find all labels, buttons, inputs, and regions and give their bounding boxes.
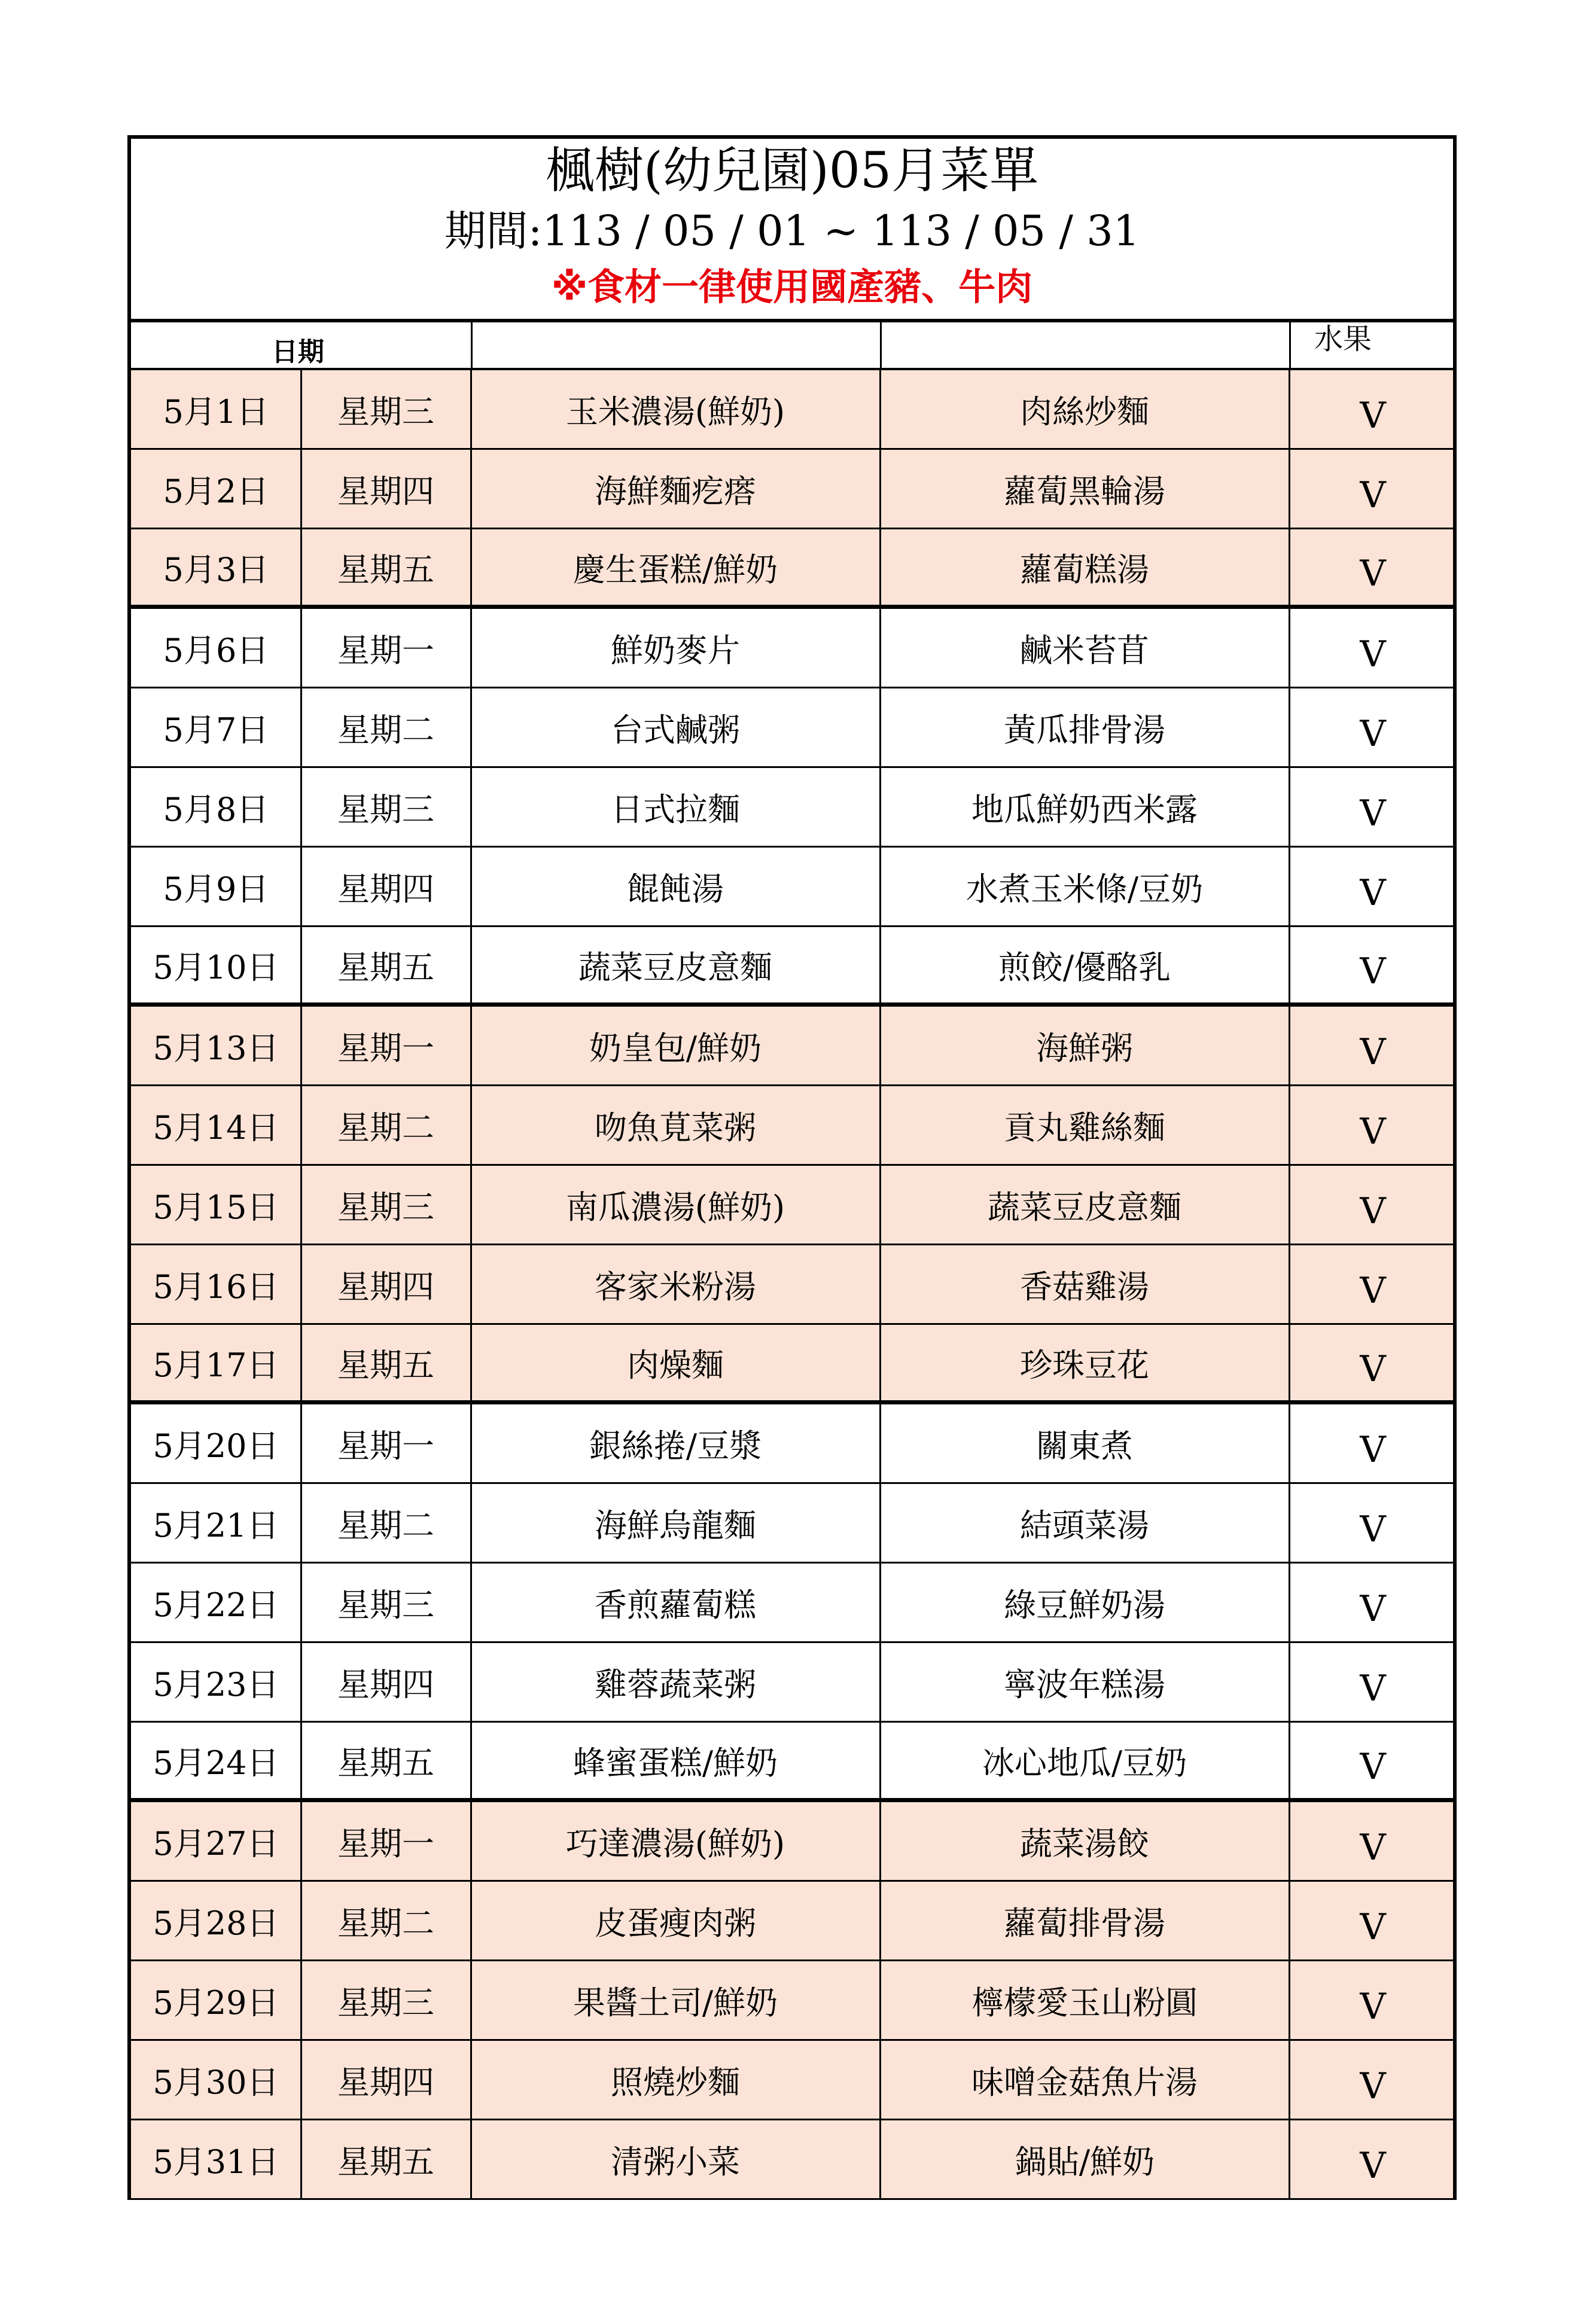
- morning-snack-cell: 客家米粉湯: [595, 1267, 756, 1306]
- afternoon-snack-cell: 水煮玉米條/豆奶: [965, 870, 1204, 908]
- morning-snack-cell: 巧達濃湯(鮮奶): [565, 1824, 785, 1863]
- afternoon-snack-cell: 肉絲炒麵: [1020, 392, 1149, 431]
- column-divider: [471, 322, 473, 368]
- column-divider: [1289, 450, 1290, 528]
- table-row: [131, 2120, 1453, 2200]
- table-row: [131, 370, 1453, 450]
- fruit-cell: V: [1360, 1668, 1386, 1709]
- morning-snack-cell: 慶生蛋糕/鮮奶: [572, 550, 778, 589]
- column-divider: [470, 1882, 472, 1959]
- table-row: [131, 1564, 1453, 1643]
- column-divider: [1289, 1086, 1290, 1164]
- morning-snack-cell: 蜂蜜蛋糕/鮮奶: [572, 1744, 778, 1782]
- weekday-cell: 星期四: [337, 1665, 434, 1703]
- table-row: [131, 1723, 1453, 1802]
- column-divider: [879, 529, 881, 605]
- column-divider: [470, 1086, 472, 1164]
- weekday-cell: 星期五: [337, 948, 434, 986]
- fruit-cell: V: [1360, 633, 1386, 675]
- fruit-cell: V: [1360, 1031, 1386, 1073]
- table-row: [131, 1245, 1453, 1325]
- date-cell: 5月3日: [163, 550, 269, 589]
- weekday-cell: 星期五: [337, 2143, 434, 2181]
- afternoon-snack-cell: 冰心地瓜/豆奶: [982, 1744, 1187, 1782]
- column-divider: [470, 1643, 472, 1721]
- date-cell: 5月8日: [163, 790, 269, 828]
- date-cell: 5月21日: [153, 1506, 279, 1544]
- table-row: [131, 1007, 1453, 1086]
- column-divider: [300, 1882, 302, 1959]
- fruit-cell: V: [1360, 950, 1386, 992]
- column-divider: [879, 1007, 881, 1084]
- column-divider: [300, 1564, 302, 1641]
- table-row: [131, 927, 1453, 1007]
- column-divider: [300, 370, 302, 448]
- column-divider: [300, 609, 302, 687]
- weekday-cell: 星期五: [337, 1744, 434, 1782]
- weekday-cell: 星期四: [337, 2063, 434, 2101]
- column-divider: [1289, 2041, 1290, 2119]
- fruit-cell: V: [1360, 2065, 1386, 2107]
- afternoon-snack-cell: 珍珠豆花: [1020, 1346, 1149, 1384]
- column-divider: [470, 1007, 472, 1084]
- weekday-cell: 星期三: [337, 392, 434, 431]
- column-divider: [300, 927, 302, 1002]
- column-divider: [470, 1484, 472, 1562]
- date-cell: 5月27日: [153, 1824, 279, 1863]
- column-divider: [300, 1325, 302, 1400]
- column-divider: [879, 1723, 881, 1798]
- column-divider: [300, 768, 302, 846]
- column-divider: [879, 768, 881, 846]
- morning-snack-cell: 香煎蘿蔔糕: [595, 1586, 756, 1624]
- weekday-cell: 星期五: [337, 1346, 434, 1384]
- column-divider: [879, 1166, 881, 1244]
- afternoon-snack-cell: 綠豆鮮奶湯: [1004, 1586, 1165, 1624]
- weekday-cell: 星期一: [337, 1029, 434, 1067]
- date-cell: 5月6日: [163, 631, 269, 669]
- column-divider: [300, 1404, 302, 1482]
- afternoon-snack-cell: 蘿蔔黑輪湯: [1004, 472, 1165, 510]
- date-cell: 5月13日: [153, 1029, 279, 1067]
- weekday-cell: 星期四: [337, 870, 434, 908]
- afternoon-snack-cell: 結頭菜湯: [1020, 1506, 1149, 1544]
- column-divider: [1289, 1245, 1290, 1323]
- fruit-cell: V: [1360, 1508, 1386, 1550]
- fruit-cell: V: [1360, 395, 1386, 437]
- column-divider: [300, 1961, 302, 2039]
- date-cell: 5月2日: [163, 472, 269, 510]
- column-divider: [470, 2041, 472, 2119]
- date-cell: 5月9日: [163, 870, 269, 908]
- column-divider: [879, 1961, 881, 2039]
- column-divider: [879, 609, 881, 687]
- menu-period: 期間:113 / 05 / 01 ~ 113 / 05 / 31: [444, 206, 1140, 255]
- column-divider: [470, 688, 472, 766]
- table-row: [131, 2041, 1453, 2120]
- morning-snack-cell: 肉燥麵: [627, 1346, 724, 1384]
- column-divider: [470, 848, 472, 925]
- morning-snack-cell: 果醬土司/鮮奶: [572, 1983, 778, 2022]
- column-divider: [470, 1564, 472, 1641]
- morning-snack-cell: 海鮮烏龍麵: [595, 1506, 756, 1544]
- weekday-cell: 星期一: [337, 1824, 434, 1863]
- column-divider: [300, 1643, 302, 1721]
- morning-snack-cell: 鮮奶麥片: [611, 631, 740, 669]
- weekday-cell: 星期四: [337, 1267, 434, 1306]
- morning-snack-cell: 照燒炒麵: [611, 2063, 740, 2101]
- date-cell: 5月15日: [153, 1188, 279, 1226]
- column-divider: [470, 1404, 472, 1482]
- column-divider: [1289, 1564, 1290, 1641]
- table-row: [131, 1643, 1453, 1723]
- afternoon-snack-cell: 黃瓜排骨湯: [1004, 711, 1165, 749]
- weekday-cell: 星期四: [337, 472, 434, 510]
- column-divider: [879, 1245, 881, 1323]
- column-divider: [1289, 322, 1291, 368]
- column-divider: [1289, 529, 1290, 605]
- column-divider: [470, 768, 472, 846]
- column-divider: [879, 1643, 881, 1721]
- column-divider: [1289, 2120, 1290, 2198]
- morning-snack-cell: 銀絲捲/豆漿: [589, 1427, 762, 1465]
- date-cell: 5月31日: [153, 2143, 279, 2181]
- table-row: [131, 1802, 1453, 1882]
- column-divider: [1289, 1643, 1290, 1721]
- column-divider: [300, 1723, 302, 1798]
- column-divider: [1289, 848, 1290, 925]
- fruit-cell: V: [1360, 1429, 1386, 1471]
- afternoon-snack-cell: 蘿蔔排骨湯: [1004, 1904, 1165, 1942]
- column-divider: [1289, 688, 1290, 766]
- menu-title: 楓樹(幼兒園)05月菜單: [545, 142, 1039, 199]
- date-cell: 5月24日: [153, 1744, 279, 1782]
- column-divider: [1289, 1484, 1290, 1562]
- column-divider: [880, 322, 882, 368]
- fruit-cell: V: [1360, 553, 1386, 595]
- fruit-cell: V: [1360, 872, 1386, 914]
- column-divider: [879, 1325, 881, 1400]
- column-divider: [470, 2120, 472, 2198]
- column-divider: [1289, 927, 1290, 1002]
- column-divider: [470, 450, 472, 528]
- column-divider: [879, 927, 881, 1002]
- column-divider: [879, 2120, 881, 2198]
- column-divider: [300, 848, 302, 925]
- table-row: [131, 1166, 1453, 1245]
- table-row: [131, 848, 1453, 927]
- column-divider: [470, 1723, 472, 1798]
- fruit-cell: V: [1360, 713, 1386, 755]
- column-divider: [879, 450, 881, 528]
- table-row: [131, 450, 1453, 529]
- afternoon-snack-cell: 香菇雞湯: [1020, 1267, 1149, 1306]
- table-row: [131, 768, 1453, 848]
- column-divider: [1289, 1723, 1290, 1798]
- column-divider: [300, 529, 302, 605]
- column-divider: [879, 2041, 881, 2119]
- table-row: [131, 1086, 1453, 1166]
- date-cell: 5月16日: [153, 1267, 279, 1306]
- column-divider: [300, 1166, 302, 1244]
- column-divider: [1289, 370, 1290, 448]
- column-divider: [470, 1961, 472, 2039]
- table-row: [131, 1325, 1453, 1404]
- morning-snack-cell: 日式拉麵: [611, 790, 740, 828]
- table-row: [131, 1404, 1453, 1484]
- column-divider: [470, 370, 472, 448]
- afternoon-snack-cell: 蔬菜豆皮意麵: [988, 1188, 1181, 1226]
- afternoon-snack-cell: 蘿蔔糕湯: [1020, 550, 1149, 589]
- morning-snack-cell: 海鮮麵疙瘩: [595, 472, 756, 510]
- column-divider: [1289, 1325, 1290, 1400]
- fruit-cell: V: [1360, 1111, 1386, 1153]
- weekday-cell: 星期三: [337, 790, 434, 828]
- column-divider: [879, 1086, 881, 1164]
- morning-snack-cell: 奶皇包/鮮奶: [589, 1029, 762, 1067]
- date-cell: 5月22日: [153, 1586, 279, 1624]
- column-divider: [470, 1802, 472, 1880]
- column-divider: [470, 609, 472, 687]
- date-column-label: 日期: [272, 337, 324, 367]
- morning-snack-cell: 吻魚莧菜粥: [595, 1108, 756, 1147]
- weekday-cell: 星期二: [337, 711, 434, 749]
- afternoon-snack-cell: 寧波年糕湯: [1004, 1665, 1165, 1703]
- date-cell: 5月10日: [153, 948, 279, 986]
- date-cell: 5月1日: [163, 392, 269, 431]
- column-divider: [470, 1245, 472, 1323]
- weekday-cell: 星期五: [337, 550, 434, 589]
- column-divider: [879, 1404, 881, 1482]
- menu-header: [131, 139, 1453, 322]
- weekday-cell: 星期三: [337, 1188, 434, 1226]
- date-cell: 5月30日: [153, 2063, 279, 2101]
- morning-snack-cell: 蔬菜豆皮意麵: [578, 948, 772, 986]
- weekday-cell: 星期二: [337, 1506, 434, 1544]
- table-row: [131, 688, 1453, 768]
- morning-snack-cell: 玉米濃湯(鮮奶): [565, 392, 785, 431]
- table-row: [131, 1882, 1453, 1961]
- afternoon-snack-cell: 貢丸雞絲麵: [1004, 1108, 1165, 1147]
- weekday-cell: 星期三: [337, 1586, 434, 1624]
- morning-snack-cell: 清粥小菜: [611, 2143, 740, 2181]
- table-row: [131, 609, 1453, 688]
- column-divider: [1289, 768, 1290, 846]
- morning-snack-cell: 皮蛋瘦肉粥: [595, 1904, 756, 1942]
- date-cell: 5月23日: [153, 1665, 279, 1703]
- fruit-cell: V: [1360, 2145, 1386, 2187]
- column-divider: [879, 1882, 881, 1959]
- column-divider: [470, 927, 472, 1002]
- date-cell: 5月7日: [163, 711, 269, 749]
- column-divider: [1289, 1166, 1290, 1244]
- table-row: [131, 1484, 1453, 1564]
- column-divider: [1289, 1882, 1290, 1959]
- fruit-cell: V: [1360, 1190, 1386, 1232]
- column-divider: [300, 1086, 302, 1164]
- column-divider: [470, 529, 472, 605]
- weekday-cell: 星期三: [337, 1983, 434, 2022]
- column-divider: [300, 1007, 302, 1084]
- afternoon-snack-cell: 檸檬愛玉山粉圓: [971, 1983, 1198, 2022]
- column-divider: [300, 1802, 302, 1880]
- fruit-cell: V: [1360, 1906, 1386, 1948]
- fruit-cell: V: [1360, 1746, 1386, 1788]
- column-divider: [879, 848, 881, 925]
- column-divider: [879, 1484, 881, 1562]
- afternoon-snack-cell: 蔬菜湯餃: [1020, 1824, 1149, 1863]
- column-divider: [300, 1484, 302, 1562]
- fruit-cell: V: [1360, 1986, 1386, 2028]
- table-row: [131, 1961, 1453, 2041]
- column-divider: [1289, 1404, 1290, 1482]
- fruit-cell: V: [1360, 474, 1386, 516]
- column-divider: [300, 1245, 302, 1323]
- menu-sheet: [127, 135, 1457, 2200]
- date-cell: 5月14日: [153, 1108, 279, 1147]
- column-divider: [879, 688, 881, 766]
- fruit-cell: V: [1360, 1827, 1386, 1869]
- date-cell: 5月29日: [153, 1983, 279, 2022]
- column-divider: [300, 2041, 302, 2119]
- morning-snack-cell: 餛飩湯: [627, 870, 724, 908]
- column-divider: [1289, 609, 1290, 687]
- fruit-cell: V: [1360, 1270, 1386, 1312]
- date-cell: 5月20日: [153, 1427, 279, 1465]
- column-divider: [1289, 1007, 1290, 1084]
- weekday-cell: 星期二: [337, 1904, 434, 1942]
- weekday-cell: 星期一: [337, 1427, 434, 1465]
- column-divider: [879, 1802, 881, 1880]
- afternoon-snack-cell: 關東煮: [1036, 1427, 1133, 1465]
- table-row: [131, 529, 1453, 609]
- afternoon-snack-cell: 煎餃/優酪乳: [998, 948, 1171, 986]
- column-divider: [300, 2120, 302, 2198]
- column-divider: [1289, 1961, 1290, 2039]
- afternoon-snack-cell: 鹹米苔苜: [1020, 631, 1149, 669]
- fruit-cell: V: [1360, 1348, 1386, 1390]
- column-divider: [470, 1325, 472, 1400]
- column-divider: [1289, 1802, 1290, 1880]
- fruit-cell: V: [1360, 1588, 1386, 1630]
- date-cell: 5月28日: [153, 1904, 279, 1942]
- column-divider: [879, 370, 881, 448]
- weekday-cell: 星期二: [337, 1108, 434, 1147]
- ingredient-notice: ※食材一律使用國產豬、牛肉: [551, 265, 1033, 309]
- fruit-cell: V: [1360, 793, 1386, 834]
- column-header-row: [131, 322, 1453, 370]
- afternoon-snack-cell: 海鮮粥: [1036, 1029, 1133, 1067]
- afternoon-snack-cell: 味噌金菇魚片湯: [971, 2063, 1198, 2101]
- morning-snack-cell: 雞蓉蔬菜粥: [595, 1665, 756, 1703]
- column-divider: [300, 450, 302, 528]
- afternoon-snack-cell: 地瓜鮮奶西米露: [971, 790, 1198, 828]
- column-divider: [300, 688, 302, 766]
- afternoon-snack-cell: 鍋貼/鮮奶: [1014, 2143, 1155, 2181]
- column-divider: [879, 1564, 881, 1641]
- fruit-column-label: 水果: [1314, 322, 1372, 356]
- column-divider: [470, 1166, 472, 1244]
- date-cell: 5月17日: [153, 1346, 279, 1384]
- morning-snack-cell: 台式鹹粥: [611, 711, 740, 749]
- morning-snack-cell: 南瓜濃湯(鮮奶): [565, 1188, 785, 1226]
- weekday-cell: 星期一: [337, 631, 434, 669]
